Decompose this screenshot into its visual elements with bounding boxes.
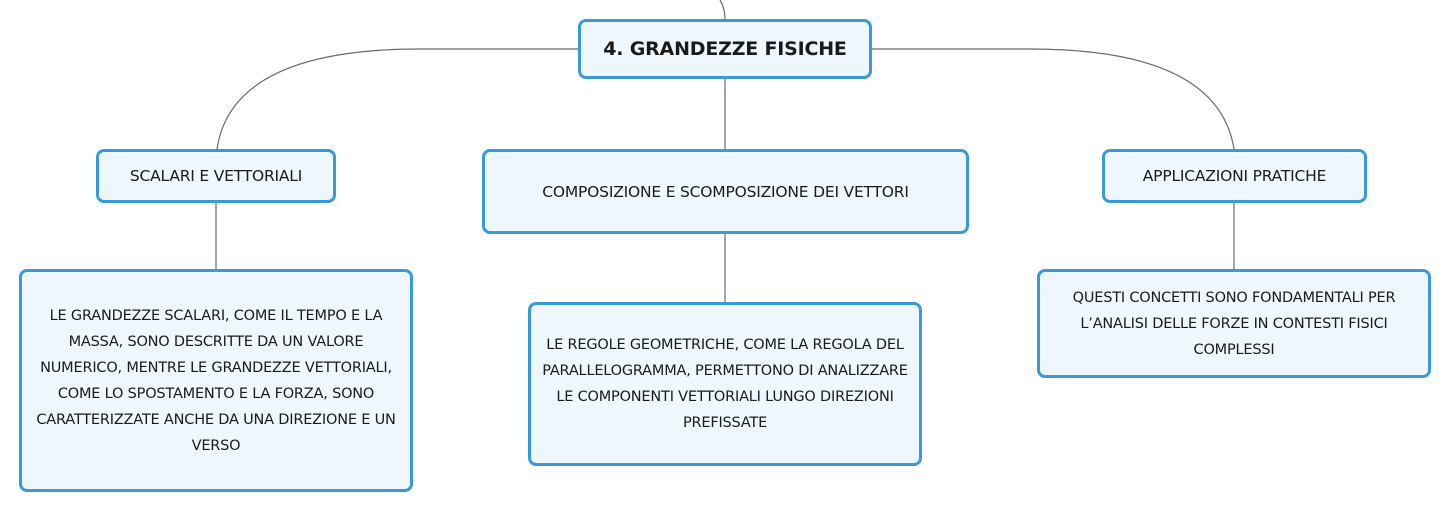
connector-root-to-scalari: [217, 49, 578, 149]
detail-node-composizione-vettori[interactable]: [528, 302, 922, 466]
topic-label: APPLICAZIONI PRATICHE: [1142, 167, 1327, 185]
topic-label: SCALARI E VETTORIALI: [129, 167, 303, 185]
detail-node-scalari-vettoriali[interactable]: [19, 269, 413, 492]
topic-node-applicazioni-pratiche[interactable]: [1102, 149, 1367, 203]
incoming-connector: [720, 0, 725, 19]
root-topic-label: 4. GRANDEZZE FISICHE: [603, 38, 847, 60]
topic-node-scalari-vettoriali[interactable]: [96, 149, 336, 203]
detail-text: QUESTI CONCETTI SONO FONDAMENTALI PER L’ANALISI DELLE FORZE IN CONTESTI FISICI COMPLESSI: [1072, 289, 1396, 358]
topic-label: COMPOSIZIONE E SCOMPOSIZIONE DEI VETTORI: [542, 182, 909, 201]
detail-text: LE REGOLE GEOMETRICHE, COME LA REGOLA DEL PARALLELOGRAMMA, PERMETTONO DI ANALIZZARE LE COMPONENTI VETTORIALI LUNGO DIREZIONI PREFISSATE: [542, 337, 908, 431]
root-topic-node[interactable]: [578, 19, 872, 79]
detail-text: LE GRANDEZZE SCALARI, COME IL TEMPO E LA MASSA, SONO DESCRITTE DA UN VALORE NUMERICO, MENTRE LE GRANDEZZE VETTORIALI, COME LO SPOSTAMENTO E LA FORZA, SONO CARATTERIZZATE ANCHE DA UNA DIREZIONE E UN VERSO: [36, 307, 396, 454]
connector-root-to-applicazioni: [872, 49, 1234, 149]
topic-node-composizione-vettori[interactable]: [482, 149, 969, 234]
detail-node-applicazioni-pratiche[interactable]: [1037, 269, 1431, 378]
